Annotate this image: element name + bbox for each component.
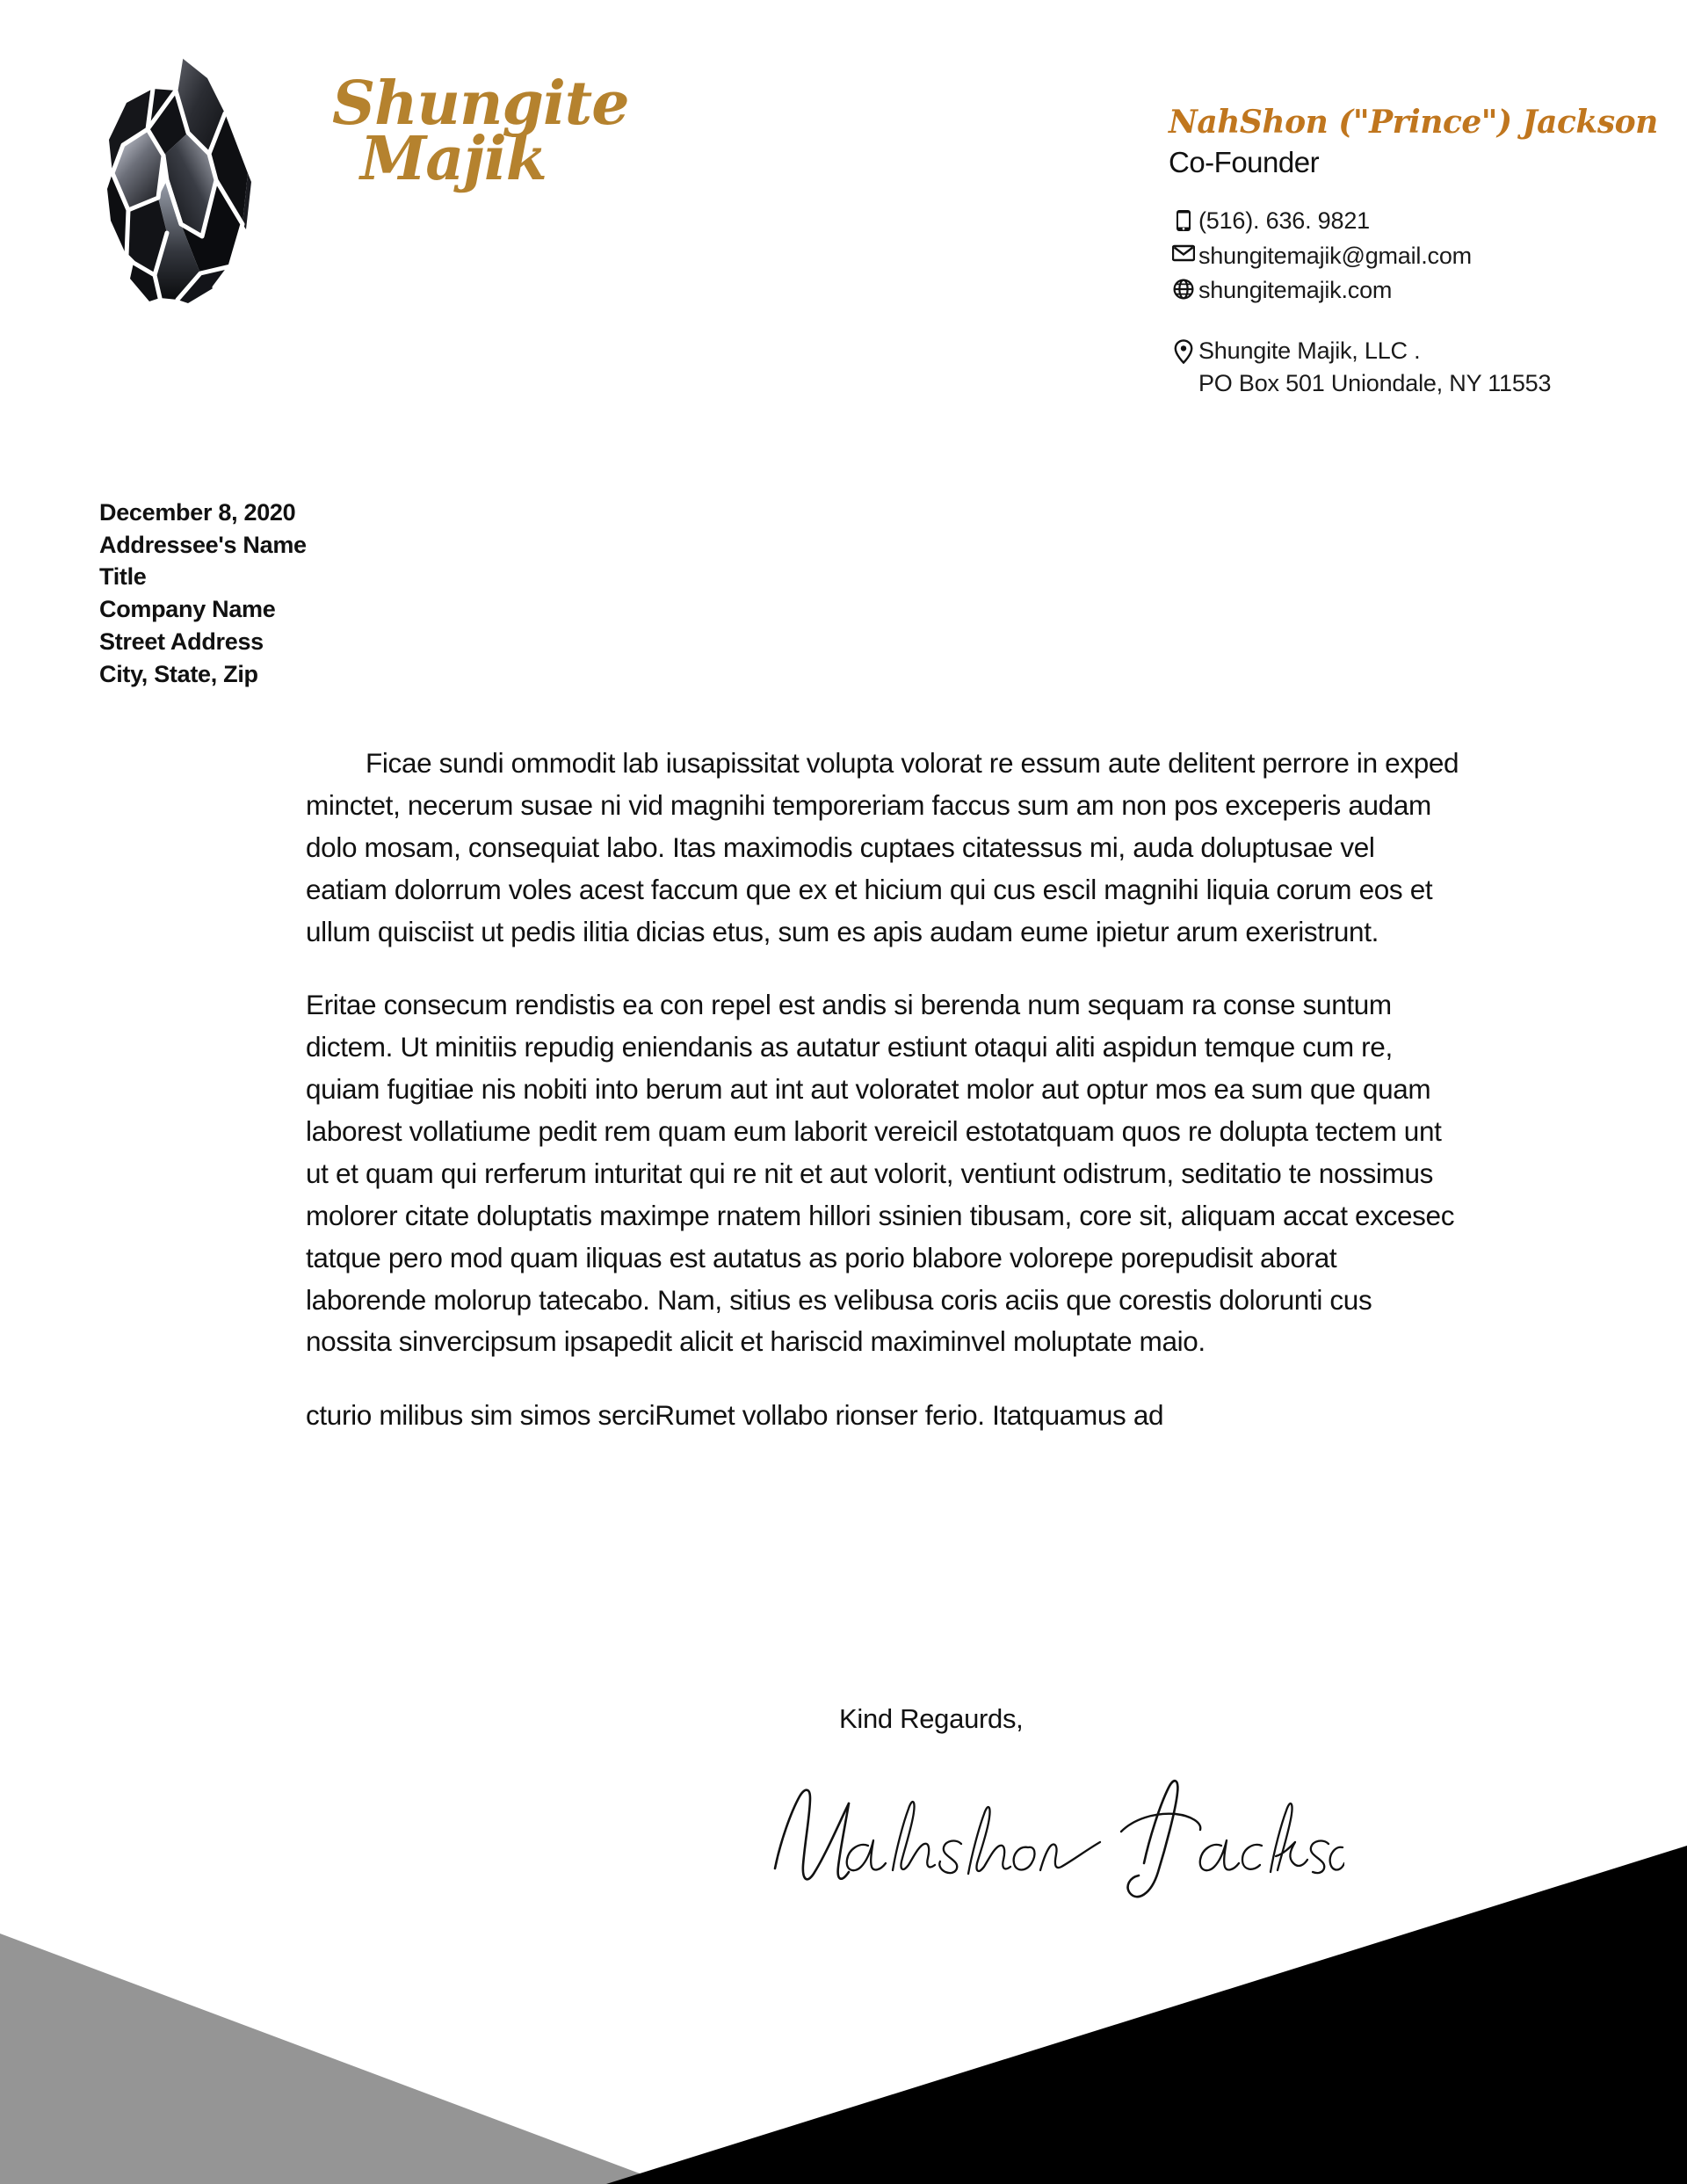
letter-body bbox=[306, 743, 1461, 1437]
contact-address-line-2: PO Box 501 Uniondale, NY 11553 bbox=[1198, 370, 1552, 397]
addressee-street: Street Address bbox=[99, 628, 264, 655]
letterhead-header bbox=[0, 0, 1687, 413]
contact-address-row bbox=[1169, 335, 1678, 401]
brand-wordmark-line-1: Shungite bbox=[332, 69, 629, 139]
brand-logo bbox=[97, 48, 629, 312]
addressee-block bbox=[99, 497, 307, 690]
addressee-city-state-zip: City, State, Zip bbox=[99, 660, 258, 687]
contact-details-list bbox=[1169, 206, 1678, 307]
contact-person-role: Co-Founder bbox=[1169, 146, 1320, 178]
footer-decorative-shapes bbox=[0, 1815, 1687, 2184]
contact-block bbox=[1169, 104, 1678, 400]
brand-wordmark-line-2: Majik bbox=[360, 123, 547, 194]
footer-black-triangle bbox=[606, 1846, 1687, 2184]
brand-wordmark bbox=[332, 69, 631, 194]
letter-paragraph-2: Eritae consecum rendistis ea con repel est andis si berenda num sequam ra conse suntum dictem. Ut minitiis repudig eniendanis as autatur estiunt otaqui aliti aspidun temque cum re, quiam fugitiae nis nobiti into berum aut int aut voloratet molor aut optur mos ea sum que quam laborest vollatiume pedit rem quam eum laborit vereicil estotatquam quos re dolupta tectem unt ut et quam qui rerferum inturitat qui re nit et aut volorit, ventiunt odistrum, seditatio te nossimus molorer citate doluptatis maximpe rnatem hillori ssinien tibusam, core sit, aliquam accat excesec tatque pero mod quam iliquas est autatus as porio blabore volorepe porepudisit aborat laborende molorup tatecabo. Nam, sitius es velibusa coris aciis que corestis dolorunti cus nossita sinvercipsum ipsapedit alicit et hariscid maximinvel moluptate maio. bbox=[306, 989, 1455, 1358]
letter-date: December 8, 2020 bbox=[99, 499, 296, 526]
contact-email-row bbox=[1169, 241, 1678, 272]
contact-address-line-1: Shungite Majik, LLC . bbox=[1198, 337, 1421, 364]
phone-icon bbox=[1169, 206, 1198, 232]
globe-icon bbox=[1169, 275, 1198, 300]
letter-paragraph-3: cturio milibus sim simos serciRumet vollabo rionser ferio. Itatquamus ad bbox=[306, 1399, 1164, 1432]
footer-gray-triangle bbox=[0, 1934, 668, 2184]
contact-email-value: shungitemajik@gmail.com bbox=[1198, 242, 1472, 269]
contact-phone-row bbox=[1169, 206, 1678, 237]
location-pin-icon bbox=[1169, 335, 1198, 364]
contact-website-row bbox=[1169, 275, 1678, 307]
envelope-icon bbox=[1169, 241, 1198, 262]
contact-phone-value: (516). 636. 9821 bbox=[1198, 207, 1370, 234]
addressee-name: Addressee's Name bbox=[99, 531, 307, 558]
letter-paragraph-1: Ficae sundi ommodit lab iusapissitat volupta volorat re essum aute delitent perrore in exped minctet, necerum susae ni vid magnihi temporeriam faccus sum am non pos exceperis audam dolo mosam, consequiat labo. Itas maximodis cuptaes citatessus mi, auda doluptusae vel eatiam dolorrum voles acest faccum que ex et hicium qui cus escil magnihi liquia corum eos et ullum quisciist ut pedis ilitia dicias etus, sum es apis audam eume ipietur arum exeristrunt. bbox=[306, 747, 1459, 947]
addressee-title: Title bbox=[99, 563, 147, 591]
contact-address-lines bbox=[1198, 335, 1551, 401]
shungite-crystal-icon bbox=[97, 48, 272, 312]
letter-closing: Kind Regaurds, bbox=[839, 1703, 1024, 1734]
contact-website-value: shungitemajik.com bbox=[1198, 277, 1393, 304]
contact-person-name: NahShon ("Prince") Jackson bbox=[1169, 104, 1658, 141]
addressee-company: Company Name bbox=[99, 596, 276, 623]
